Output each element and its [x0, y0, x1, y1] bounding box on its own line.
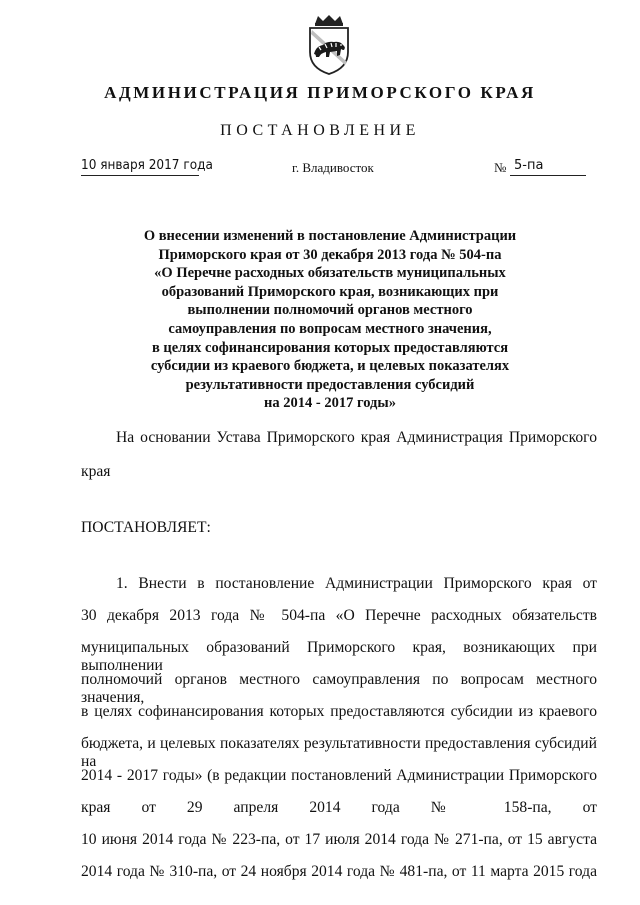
document-type: ПОСТАНОВЛЕНИЕ: [220, 122, 420, 139]
item-1-line: [81, 575, 597, 593]
paragraph-line: 2014 - 2017 годы» (в редакции постановлений Администрации Приморского: [81, 767, 597, 784]
title-line: самоуправления по вопросам местного значения,: [168, 320, 492, 337]
paragraph-line: На основании Устава Приморского края Администрация Приморского: [116, 429, 597, 446]
title-line: О внесении изменений в постановление Администрации: [143, 228, 517, 244]
paragraph-line: в целях софинансирования которых предоставляются субсидии из краевого: [81, 703, 597, 720]
resolves-heading: ПОСТАНОВЛЯЕТ:: [81, 519, 211, 536]
title-line: «О Перечне расходных обязательств муниципальных: [154, 265, 506, 282]
item-1-line: [81, 735, 597, 771]
item-1-line: [81, 607, 597, 625]
item-1-line: [81, 767, 597, 785]
document-date: 10 января 2017 года: [81, 158, 213, 173]
item-1-line: [81, 799, 597, 817]
document-number-label: №: [494, 160, 507, 175]
paragraph-line: 30 декабря 2013 года № 504-па «О Перечне расходных обязательств: [81, 607, 597, 624]
number-underline: [510, 175, 586, 176]
paragraph-line: 10 июня 2014 года № 223-па, от 17 июля 2014 года № 271-па, от 15 августа: [81, 831, 597, 848]
paragraph-line: края от 29 апреля 2014 года № 158-па, от: [81, 799, 597, 816]
paragraph-line: 2014 года № 310-па, от 24 ноября 2014 года № 481-па, от 11 марта 2015 года: [81, 863, 597, 880]
item-1-line: [81, 863, 597, 881]
date-underline: [81, 175, 199, 176]
document-meta-row: [0, 158, 640, 182]
item-1-line: [81, 639, 597, 675]
title-line: результативности предоставления субсидий: [185, 376, 475, 393]
paragraph-line: полномочий органов местного самоуправления по вопросам местного значения,: [81, 671, 597, 706]
basis-paragraph: [81, 429, 597, 447]
title-line: образований Приморского края, возникающих при: [161, 283, 499, 300]
title-line: Приморского края от 30 декабря 2013 года № 504-па: [158, 246, 502, 263]
paragraph-line: бюджета, и целевых показателях результативности предоставления субсидий на: [81, 735, 597, 770]
document-number: 5-па: [514, 158, 544, 173]
primorsky-krai-coat-of-arms-icon: [303, 14, 355, 76]
item-1-line: [81, 703, 597, 721]
title-line: выполнении полномочий органов местного: [187, 302, 473, 319]
title-line: субсидии из краевого бюджета, и целевых показателях: [150, 358, 510, 375]
title-line: в целях софинансирования которых предоставляются: [151, 339, 509, 356]
item-1-line: [81, 831, 597, 849]
paragraph-line: 1. Внести в постановление Администрации Приморского края от: [116, 575, 597, 592]
document-city: г. Владивосток: [292, 160, 374, 175]
organization-name: АДМИНИСТРАЦИЯ ПРИМОРСКОГО КРАЯ: [104, 83, 536, 102]
item-1-line: [81, 671, 597, 707]
paragraph-line: края: [81, 463, 111, 480]
title-line: на 2014 - 2017 годы»: [264, 395, 396, 412]
document-title: [100, 227, 560, 413]
paragraph-line: муниципальных образований Приморского края, возникающих при выполнении: [81, 639, 597, 674]
paragraph-line-wrapper: [81, 463, 597, 481]
